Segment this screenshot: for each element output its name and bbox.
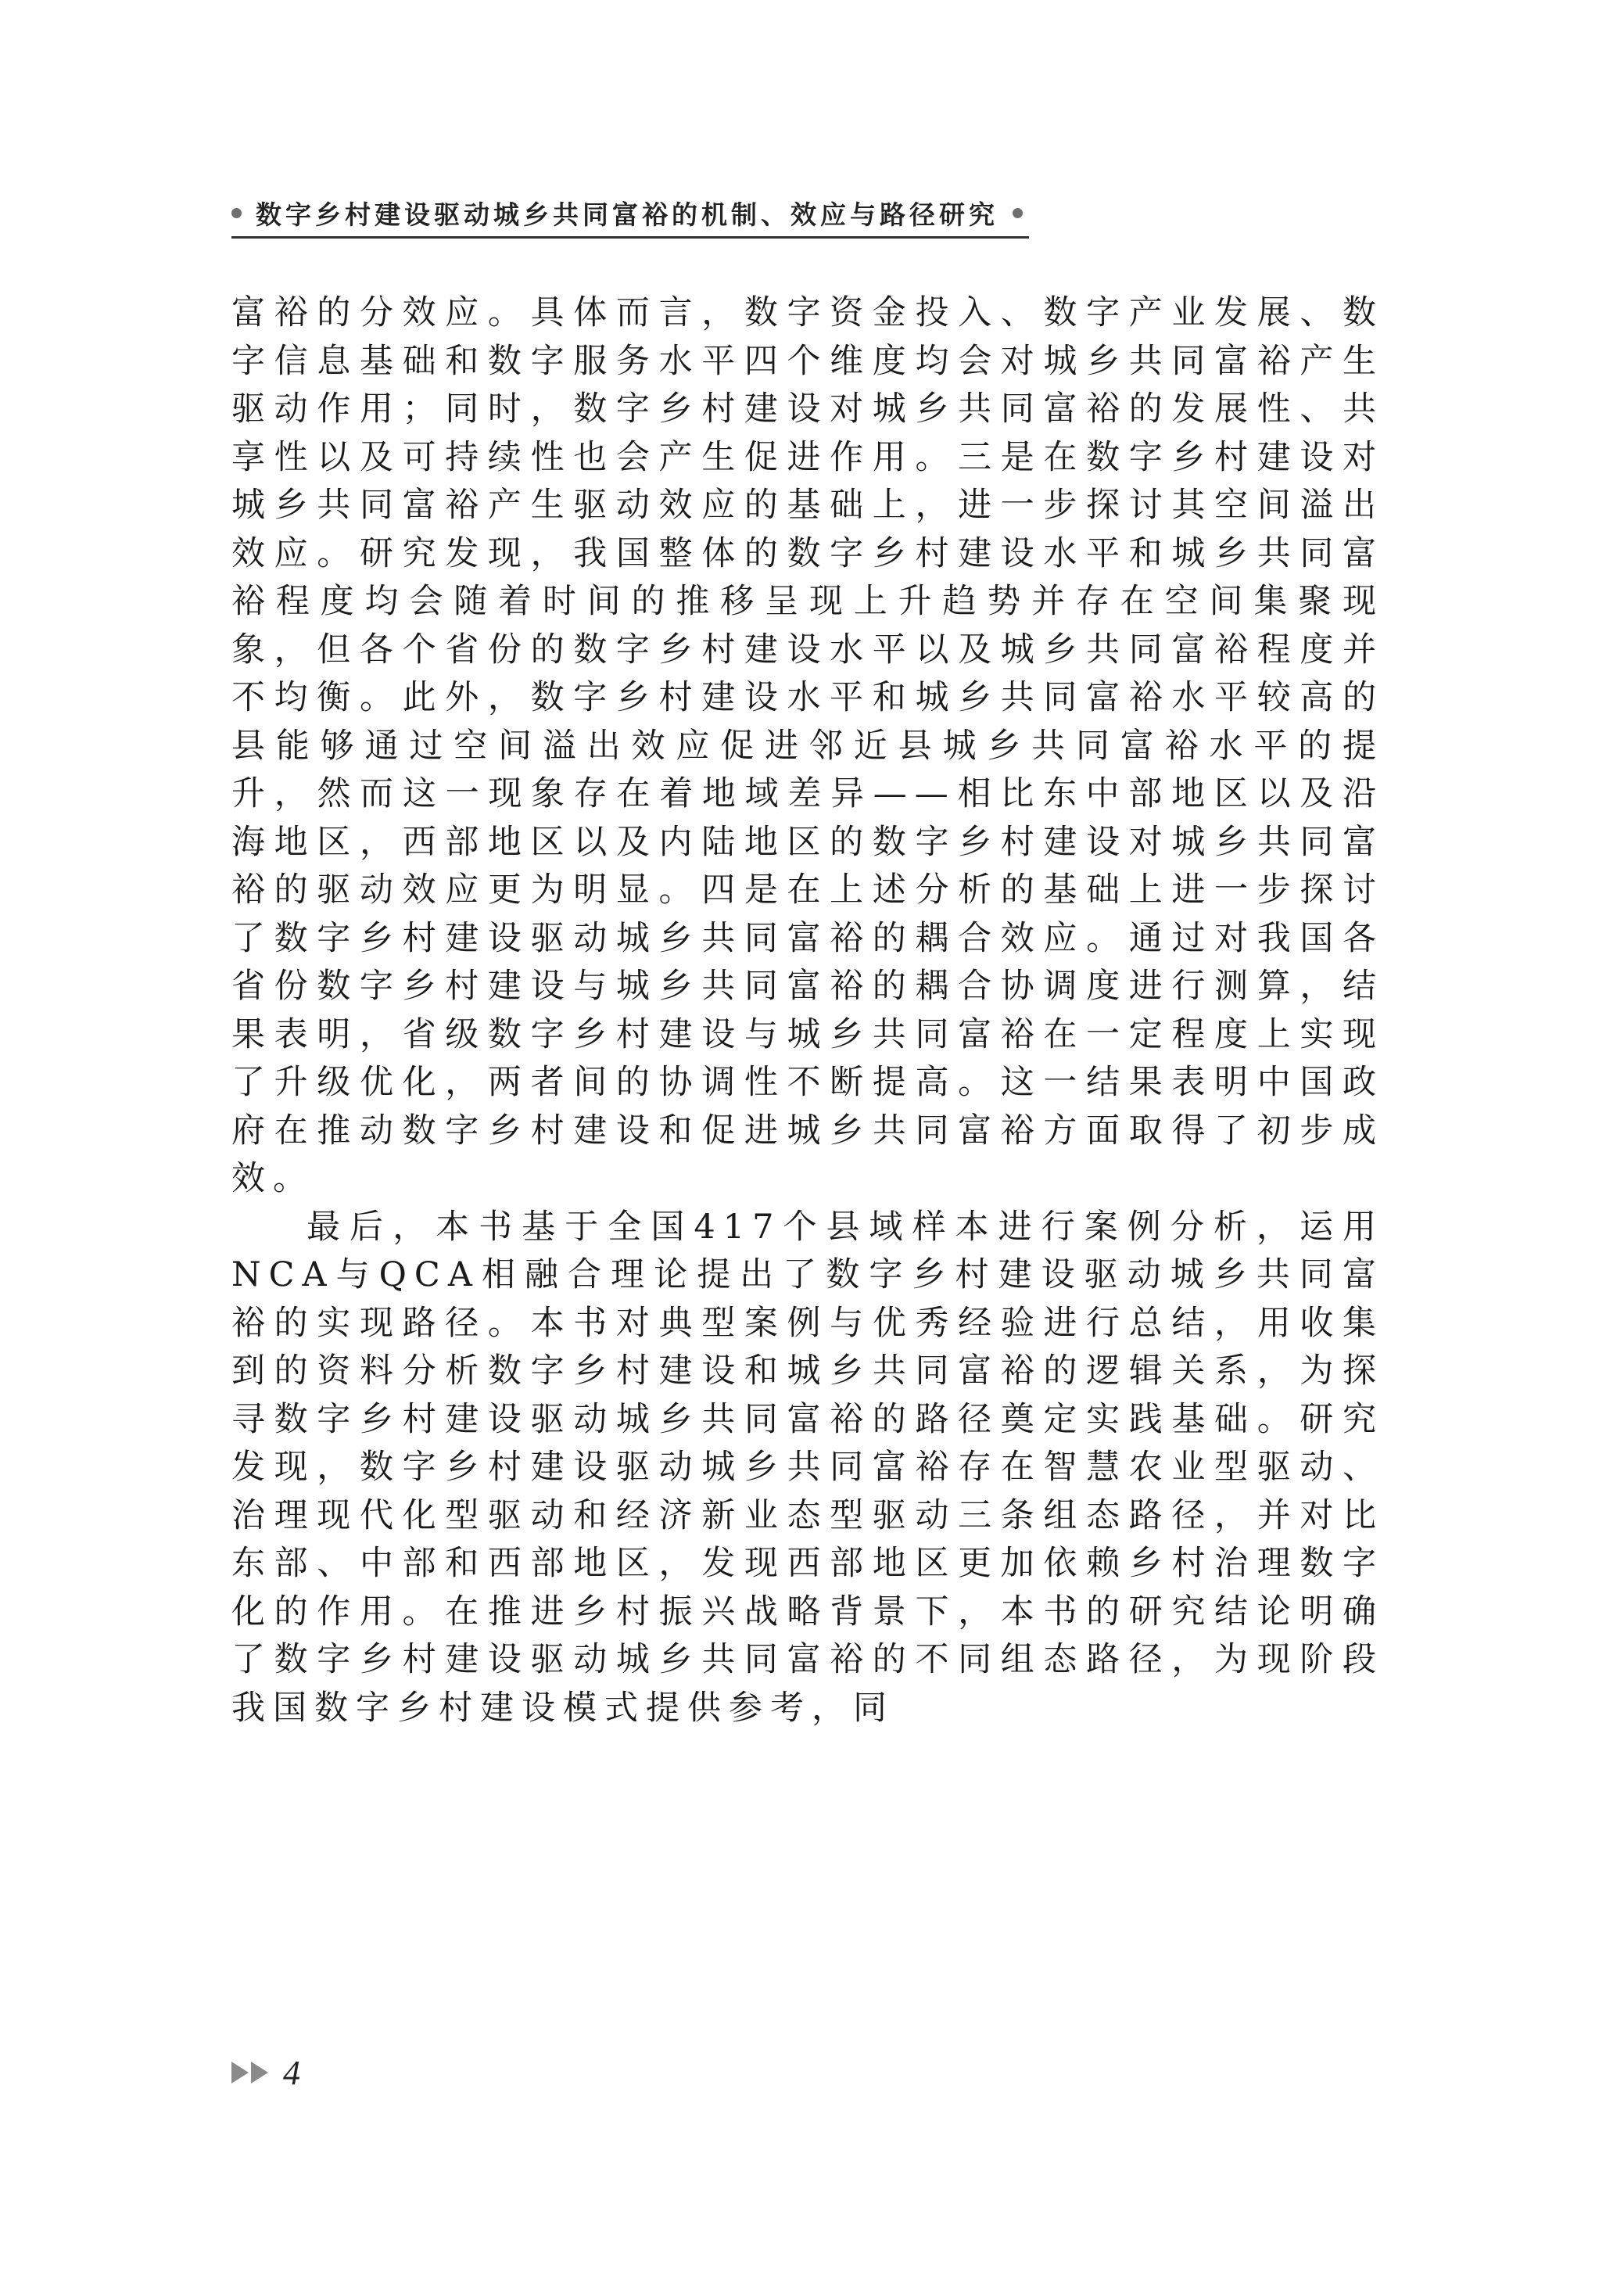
bullet-dot-icon (1013, 208, 1023, 218)
body-text (231, 289, 1384, 1732)
paragraph: 最后，本书基于全国417个县域样本进行案例分析，运用NCA与QCA相融合理论提出了数字乡村建设驱动城乡共同富裕的实现路径。本书对典型案例与优秀经验进行总结，用收集到的资料分析数字乡村建设和城乡共同富裕的逻辑关系，为探寻数字乡村建设驱动城乡共同富裕的路径奠定实践基础。研究发现，数字乡村建设驱动城乡共同富裕存在智慧农业型驱动、治理现代化型驱动和经济新业态型驱动三条组态路径，并对比东部、中部和西部地区，发现西部地区更加依赖乡村治理数字化的作用。在推进乡村振兴战略背景下，本书的研究结论明确了数字乡村建设驱动城乡共同富裕的不同组态路径，为现阶段我国数字乡村建设模式提供参考，同 (231, 1207, 1384, 1728)
double-triangle-icon (231, 2062, 271, 2084)
page-footer (231, 2049, 300, 2096)
header-rule (231, 236, 1029, 239)
running-header-title: 数字乡村建设驱动城乡共同富裕的机制、效应与路径研究 (256, 199, 998, 230)
paragraph: 富裕的分效应。具体而言，数字资金投入、数字产业发展、数字信息基础和数字服务水平四个维度均会对城乡共同富裕产生驱动作用；同时，数字乡村建设对城乡共同富裕的发展性、共享性以及可持续性也会产生促进作用。三是在数字乡村建设对城乡共同富裕产生驱动效应的基础上，进一步探讨其空间溢出效应。研究发现，我国整体的数字乡村建设水平和城乡共同富裕程度均会随着时间的推移呈现上升趋势并存在空间集聚现象，但各个省份的数字乡村建设水平以及城乡共同富裕程度并不均衡。此外，数字乡村建设水平和城乡共同富裕水平较高的县能够通过空间溢出效应促进邻近县城乡共同富裕水平的提升，然而这一现象存在着地域差异——相比东中部地区以及沿海地区，西部地区以及内陆地区的数字乡村建设对城乡共同富裕的驱动效应更为明显。四是在上述分析的基础上进一步探讨了数字乡村建设驱动城乡共同富裕的耦合效应。通过对我国各省份数字乡村建设与城乡共同富裕的耦合协调度进行测算，结果表明，省级数字乡村建设与城乡共同富裕在一定程度上实现了升级优化，两者间的协调性不断提高。这一结果表明中国政府在推动数字乡村建设和促进城乡共同富裕方面取得了初步成效。 (231, 293, 1384, 1198)
page-number: 4 (283, 2053, 300, 2092)
bullet-dot-icon (231, 208, 242, 218)
running-header (231, 191, 1029, 235)
